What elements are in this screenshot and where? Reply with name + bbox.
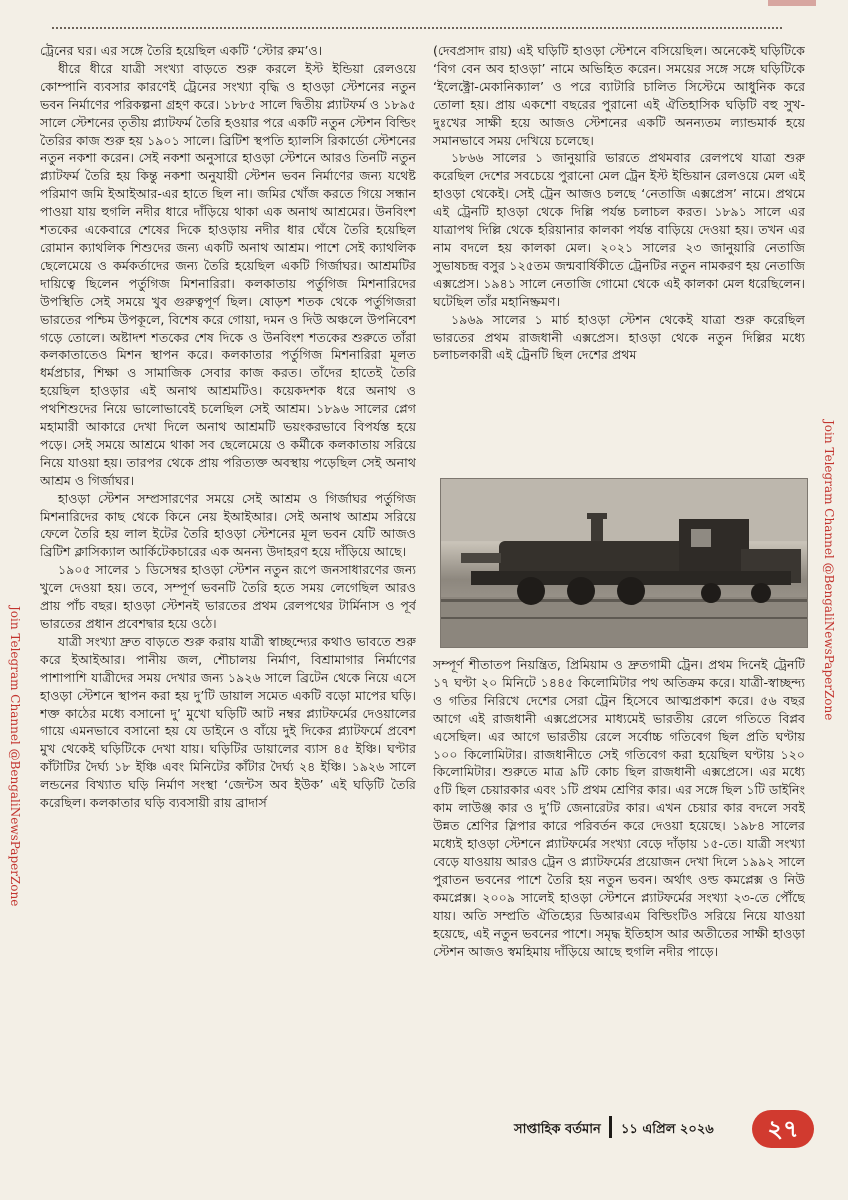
article-paragraph: সম্পূর্ণ শীতাতপ নিয়ন্ত্রিত, প্রিমিয়াম ও দ্রুতগামী ট্রেন। প্রথম দিনেই ট্রেনটি ১৭ ঘণ্টা ২০ মিনিটে ১৪৪৫ কিলোমিটার পথ অতিক্রম করে। যাত্রী-স্বাচ্ছন্দ্য ও গতির নিরিখে দেশের সেরা ট্রেন হিসেবে আত্মপ্রকাশ করে। ৫৬ বছর আগে এই রাজধানী এক্সপ্রেসের মাধ্যমেই ভারতীয় রেলে গতিতে বিপ্লব এসেছিল। এর আগে ভারতীয় রেলে সর্বোচ্চ গতিবেগ ছিল প্রতি ঘণ্টায় ১০০ কিলোমিটার। রাজধানীতে সেই গতিবেগ করা হয়েছিল ঘণ্টায় ১২০ কিলোমিটার। শুরুতে মাত্র ৯টি কোচ ছিল রাজধানী এক্সপ্রেসে। এর মধ্যে ৫টি ছিল চেয়ারকার এবং ১টি প্রথম শ্রেণির কার। এর সঙ্গে ছিল ১টি ডাইনিং কাম লাউঞ্জ কার ও দু’টি জেনারেটর কার। এখন চেয়ার কার বদলে সবই উন্নত শ্রেণির স্লিপার কারে পরিবর্তন করে দেওয়া হয়েছে। ১৯৮৪ সালের মধ্যেই হাওড়া স্টেশনে প্ল্যাটফর্মের সংখ্যা বেড়ে দাঁড়ায় ১৫-তে। যাত্রী সংখ্যা বেড়ে যাওয়ায় আরও ট্রেন ও প্ল্যাটফর্মের প্রয়োজন দেখা দিলে ১৯৯২ সালে পুরাতন ভবনের পাশে তৈরি হয় নতুন ভবন। অর্থাৎ ওল্ড কমপ্লেক্স ও নিউ কমপ্লেক্স। ২০০৯ সালেই হাওড়া স্টেশনে প্ল্যাটফর্মের সংখ্যা ২৩-তে পৌঁছে যায়। অতি সম্প্রতি ঐতিহ্যের ডিআরএম বিল্ডিংটিও সরিয়ে নিয়ে যাওয়া হয়েছে, এই নতুন ভবনের পাশে। সমৃদ্ধ ইতিহাস আর অতীতের সাক্ষী হাওড়া স্টেশন আজও স্বমহিমায় দাঁড়িয়ে আছে হুগলি নদীর পাড়ে। xyxy=(433,657,805,959)
telegram-watermark-right: Join Telegram Channel @BengaliNewsPaperZone xyxy=(822,420,836,721)
issue-date: ১১ এপ্রিল ২০২৬ xyxy=(621,1122,714,1137)
magazine-name: সাপ্তাহিক বর্তমান xyxy=(514,1122,601,1137)
article-paragraph: (দেবপ্রসাদ রায়) এই ঘড়িটি হাওড়া স্টেশনে বসিয়েছিল। অনেকেই ঘড়িটিকে ‘বিগ বেন অব হাওড়া’ নামে অভিহিত করেন। সময়ের সঙ্গে সঙ্গে ঘড়িটিকে ‘ইলেক্ট্রো-মেকানিক্যাল’ ও পরে ব্যাটারি চালিত সিস্টেমে আধুনিক করে তোলা হয়। প্রায় একশো বছরের পুরানো এই ঐতিহাসিক ঘড়িটি বহু সুখ-দুঃখের সাক্ষী হয়ে আজও স্টেশনের একটি অনন্যতম ল্যান্ডমার্ক হয়ে সমানভাবে সময় দেখিয়ে চলেছে। xyxy=(433,43,805,148)
article-paragraph: ১৯৬৯ সালের ১ মার্চ হাওড়া স্টেশন থেকেই যাত্রা শুরু করেছিল ভারতের প্রথম রাজধানী এক্সপ্রেস। হাওড়া থেকে নতুন দিল্লির মধ্যে চলাচলকারী এই ট্রেনটি ছিল দেশের প্রথম xyxy=(433,311,805,363)
top-accent-bar xyxy=(768,0,816,6)
footer-separator xyxy=(609,1116,612,1138)
article-paragraph: ১৯০৫ সালের ১ ডিসেম্বর হাওড়া স্টেশন নতুন রূপে জনসাধারণের জন্য খুলে দেওয়া হয়। তবে, সম্পূর্ণ ভবনটি তৈরি হতে সময় লেগেছিল আরও প্রায় পাঁচ বছর। হাওড়া স্টেশনই ভারতের প্রথম রেলপথের টার্মিনাস ও পূর্ব ভারতের প্রধান প্রবেশদ্বার হয়ে ওঠে। xyxy=(40,562,416,631)
page-number-badge: ২৭ xyxy=(752,1110,814,1148)
steam-locomotive-photo xyxy=(440,478,808,648)
page-footer xyxy=(0,1110,848,1150)
article-paragraph: ১৮৬৬ সালের ১ জানুয়ারি ভারতে প্রথমবার রেলপথে যাত্রা শুরু করেছিল দেশের সবচেয়ে পুরানো মেল ট্রেন ইস্ট ইন্ডিয়ান রেলওয়ে মেল এই হাওড়া থেকেই। সেই ট্রেন আজও চলছে ‘নেতাজি এক্সপ্রেস’ নামে। প্রথমে এই ট্রেনটি হাওড়া থেকে দিল্লি পর্যন্ত চলাচল করত। ১৮৯১ সালে এর যাত্রাপথ দিল্লি থেকে হরিয়ানার কালকা পর্যন্ত বাড়িয়ে দেওয়া হয়। তখন এর নাম বদলে হয় কালকা মেল। ২০২১ সালের ২৩ জানুয়ারি নেতাজি সুভাষচন্দ্র বসুর ১২৫তম জন্মবার্ষিকীতে ট্রেনটির নতুন নামকরণ হয় নেতাজি এক্সপ্রেস। ১৯৪১ সালে নেতাজি গোমো থেকে এই কালকা মেল ধরেছিলেন। ঘটেছিল তাঁর মহানিষ্ক্রমণ। xyxy=(433,150,805,309)
article-paragraph: হাওড়া স্টেশন সম্প্রসারণের সময়ে সেই আশ্রম ও গির্জাঘর পর্তুগিজ মিশনারিদের কাছ থেকে কিনে নেয় ইআইআর। সেই অনাথ আশ্রম সরিয়ে ফেলে তৈরি হয় লাল ইটের তৈরি হাওড়া স্টেশনের মূল ভবন যেটি আজও ব্রিটিশ ক্লাসিক্যাল আর্কিটেকচারের এক অনন্য উদাহরণ হয়ে দাঁড়িয়ে আছে। xyxy=(40,490,416,560)
article-column-right-bottom xyxy=(433,656,805,1068)
article-column-left xyxy=(40,42,416,1068)
article-paragraph: ট্রেনের ঘর। এর সঙ্গে তৈরি হয়েছিল একটি ‘স্টোর রুম’ও। xyxy=(40,43,323,58)
header-dotted-rule xyxy=(52,27,782,29)
locomotive-illustration xyxy=(441,479,807,647)
article-paragraph: ধীরে ধীরে যাত্রী সংখ্যা বাড়তে শুরু করলে ইস্ট ইন্ডিয়া রেলওয়ে কোম্পানি ব্যবসার কারণেই ট্রেনের সংখ্যা বৃদ্ধি ও হাওড়া স্টেশনের নতুন ভবন নির্মাণের পরিকল্পনা গ্রহণ করে। ১৮৮৫ সালে দ্বিতীয় প্ল্যাটফর্ম ও ১৮৯৫ সালে স্টেশনের তৃতীয় প্ল্যাটফর্ম তৈরি হওয়ার পরে একটি নতুন স্টেশন বিল্ডিং তৈরির কাজ শুরু হয় ১৯০১ সালে। ব্রিটিশ স্থপতি হ্যালসি রিকার্ডো স্টেশনের নতুন নকশা করেন। সেই নকশা অনুসারে হাওড়া স্টেশনে আরও তিনটি নতুন প্ল্যাটফর্ম তৈরি হয় কিন্তু নকশা অনুযায়ী স্টেশন ভবন নির্মাণের জন্য যথেষ্ট পরিমাণ জমি ইআইআর-এর হাতে ছিল না। জমির খোঁজ করতে গিয়ে সন্ধান পাওয়া যায় হুগলি নদীর ধারে দাঁড়িয়ে থাকা এক অনাথ আশ্রমের। উনবিংশ শতকের একেবারে শেষের দিকে হাওড়ায় নদীর ধার ঘেঁষে তৈরি হয়েছিল রোমান ক্যাথলিক শিশুদের জন্য একটি অনাথ আশ্রম। পাশে সেই ক্যাথলিক ছেলেমেয়ে ও কর্মকর্তাদের জন্য তৈরি হয়েছিল একটি গির্জাঘর। আশ্রমটির দায়িত্বে ছিলেন পর্তুগিজ মিশনারিরা। কলকাতায় পর্তুগিজ মিশনারিদের উপস্থিতি সেই সময়ে খুব গুরুত্বপূর্ণ ছিল। ষোড়শ শতক থেকে পর্তুগিজরা ভারতের পশ্চিম উপকূলে, বিশেষ করে গোয়া, দমন ও দিউ অঞ্চলে উপনিবেশ গড়ে তোলে। অষ্টাদশ শতকের শেষ দিকে ও উনবিংশ শতকের শুরুতে তাঁরা কলকাতাতেও মিশন স্থাপন করে। কলকাতার পর্তুগিজ মিশনারিরা মূলত ধর্মপ্রচার, শিক্ষা ও সামাজিক সেবার কাজ করত। তাঁদের হাতেই তৈরি হয়েছিল হাওড়ার এই অনাথ আশ্রমটিও। কয়েকদশক ধরে অনাথ ও পথশিশুদের নিয়ে ভালোভাবেই চলেছিল সেই আশ্রম। ১৮৯৬ সালের প্লেগ মহামারী আকারে দেখা দিলে অনাথ আশ্রমটি ভয়ংকরভাবে বিপর্যস্ত হয়ে পড়ে। সেই সময়ে আশ্রমে থাকা সব ছেলেমেয়ে ও কর্মীকে কলকাতায় সরিয়ে নিয়ে যাওয়া হয়। তারপর থেকে প্রায় পরিত্যক্ত অবস্থায় পড়েছিল সেই অনাথ আশ্রম ও গির্জাঘর। xyxy=(40,60,416,488)
article-column-right-top xyxy=(433,42,805,467)
telegram-watermark-left: Join Telegram Channel @BengaliNewsPaperZone xyxy=(8,606,22,907)
article-paragraph: যাত্রী সংখ্যা দ্রুত বাড়তে শুরু করায় যাত্রী স্বাচ্ছন্দ্যের কথাও ভাবতে শুরু করে ইআইআর। পানীয় জল, শৌচালয় নির্মাণ, বিশ্রামাগার নির্মাণের পাশাপাশি যাত্রীদের সময় দেখার জন্য ১৯২৬ সালে ব্রিটেন থেকে নিয়ে এসে হাওড়া স্টেশনে স্থাপন করা হয় দু’টি ডায়াল সমেত একটি বড়ো মাপের ঘড়ি। শক্ত কাঠের মধ্যে বসানো দু’ মুখো ঘড়িটি আট নম্বর প্ল্যাটফর্মের দেওয়ালের গায়ে এমনভাবে বসানো হয় যে ডাইনে ও বাঁয়ে দুই দিকের প্ল্যাটফর্মে প্রবেশ মুখ থেকেই ঘড়িটিকে দেখা যায়। ঘড়িটির ডায়ালের ব্যাস ৪৫ ইঞ্চি। ঘণ্টার কাঁটাটির দৈর্ঘ্য ১৮ ইঞ্চি এবং মিনিটের কাঁটার দৈর্ঘ্য ২৪ ইঞ্চি। ১৯২৬ সালে লন্ডনের বিখ্যাত ঘড়ি নির্মাণ সংস্থা ‘জেন্টস অব ইউক’ এই ঘড়িটি তৈরি করেছিল। কলকাতার ঘড়ি ব্যবসায়ী রায় ব্রাদার্স xyxy=(40,633,416,811)
